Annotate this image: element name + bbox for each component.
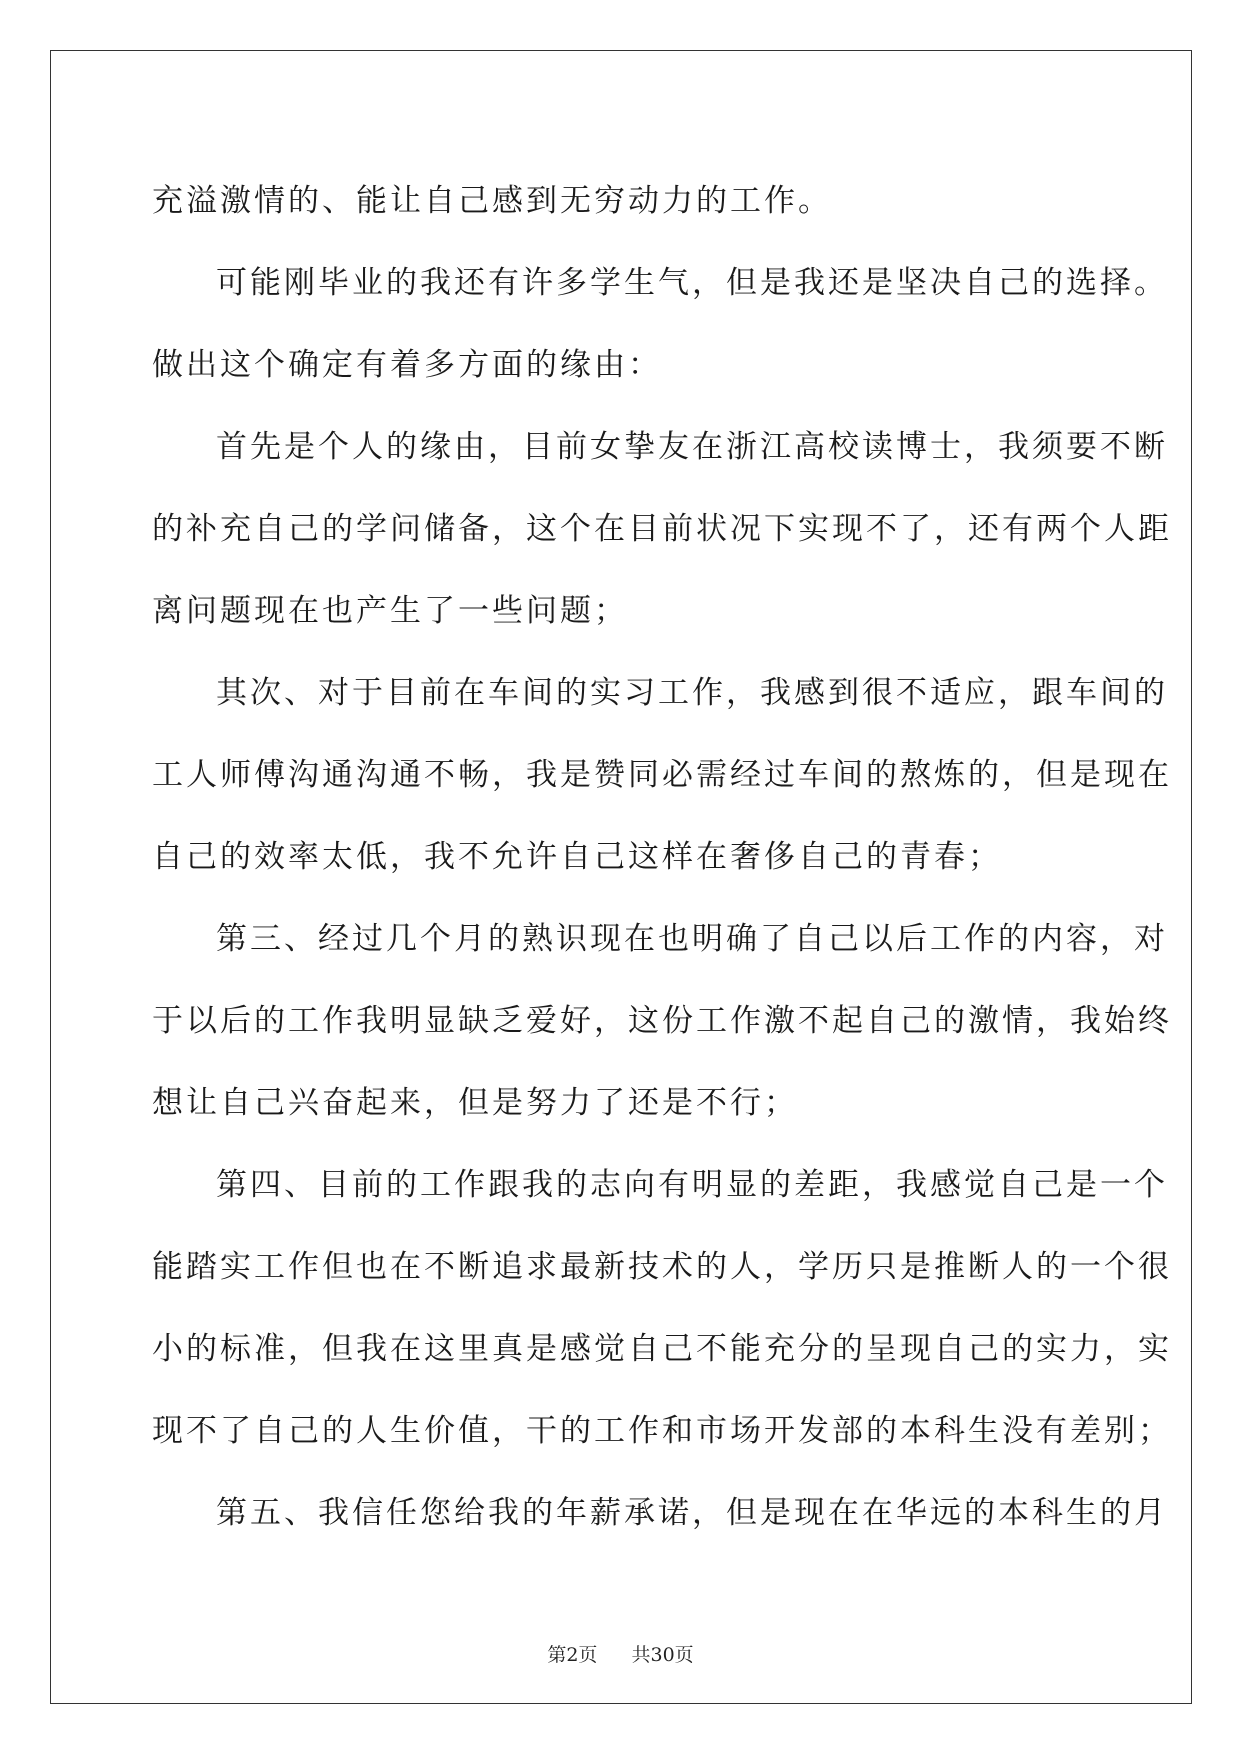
text-line: 能踏实工作但也在不断追求最新技术的人，学历只是推断人的一个很 <box>152 1249 1172 1285</box>
text-line: 首先是个人的缘由，目前女挚友在浙江高校读博士，我须要不断 <box>216 429 1168 465</box>
document-body <box>152 160 1172 1554</box>
text-line: 想让自己兴奋起来，但是努力了还是不行； <box>152 1085 798 1121</box>
text-line: 第四、目前的工作跟我的志向有明显的差距，我感觉自己是一个 <box>216 1167 1168 1203</box>
text-line: 离问题现在也产生了一些问题； <box>152 593 628 629</box>
text-line: 小的标准，但我在这里真是感觉自己不能充分的呈现自己的实力，实 <box>152 1331 1172 1367</box>
text-line: 第五、我信任您给我的年薪承诺，但是现在在华远的本科生的月 <box>216 1495 1168 1531</box>
text-line: 做出这个确定有着多方面的缘由： <box>152 347 662 383</box>
text-line: 其次、对于目前在车间的实习工作，我感到很不适应，跟车间的 <box>216 675 1168 711</box>
page-number: 第2页 <box>547 1644 598 1666</box>
text-line: 自己的效率太低，我不允许自己这样在奢侈自己的青春； <box>152 839 1002 875</box>
text-line: 充溢激情的、能让自己感到无穷动力的工作。 <box>152 183 832 219</box>
page-footer <box>0 1640 1241 1667</box>
text-line: 现不了自己的人生价值，干的工作和市场开发部的本科生没有差别； <box>152 1413 1172 1449</box>
text-line: 工人师傅沟通沟通不畅，我是赞同必需经过车间的熬炼的，但是现在 <box>152 757 1172 793</box>
text-line: 的补充自己的学问储备，这个在目前状况下实现不了，还有两个人距 <box>152 511 1172 547</box>
text-line: 第三、经过几个月的熟识现在也明确了自己以后工作的内容，对 <box>216 921 1168 957</box>
text-line: 可能刚毕业的我还有许多学生气，但是我还是坚决自己的选择。 <box>216 265 1168 301</box>
page-total: 共30页 <box>631 1644 694 1666</box>
text-line: 于以后的工作我明显缺乏爱好，这份工作激不起自己的激情，我始终 <box>152 1003 1172 1039</box>
